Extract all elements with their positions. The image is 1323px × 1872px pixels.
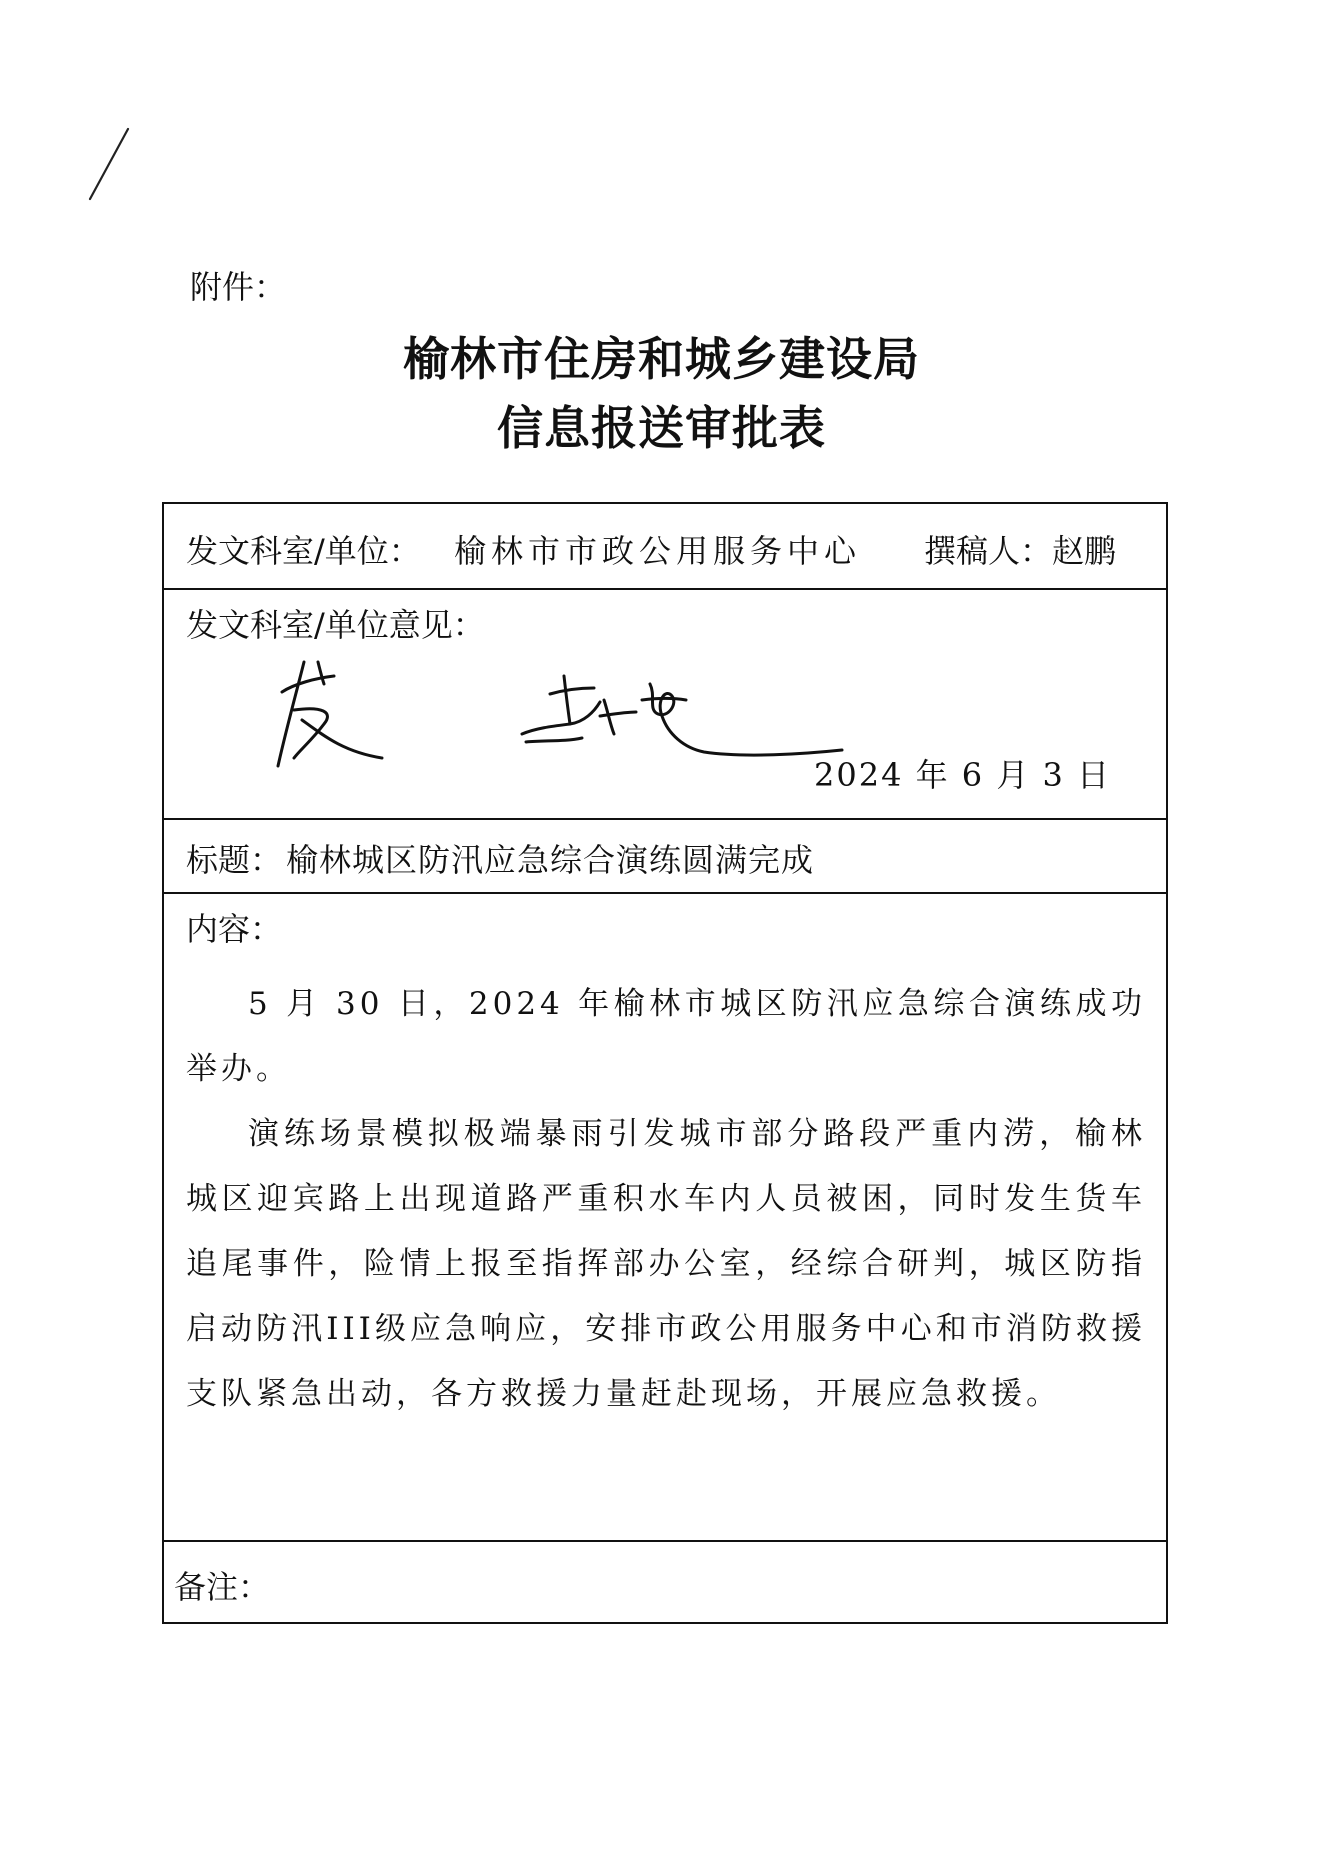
title-row [164, 820, 1166, 894]
attachment-label: 附件： [190, 268, 287, 306]
title-label: 标题： [186, 841, 283, 879]
approval-form [162, 502, 1168, 1624]
unit-row [164, 504, 1166, 590]
drafter-value: 赵鹏 [1052, 532, 1117, 570]
content-body [186, 972, 1146, 1427]
unit-label: 发文科室/单位： [186, 532, 421, 570]
title-value: 榆林城区防汛应急综合演练圆满完成 [286, 841, 815, 879]
opinion-date: 2024 年 6 月 3 日 [814, 756, 1112, 794]
drafter-field [924, 526, 1116, 572]
drafter-label: 撰稿人： [924, 532, 1053, 570]
content-paragraph: 5 月 30 日，2024 年榆林市城区防汛应急综合演练成功举办。 [186, 986, 1146, 1087]
content-label: 内容： [186, 910, 283, 948]
opinion-label: 发文科室/单位意见： [186, 606, 485, 644]
content-paragraph: 演练场景模拟极端暴雨引发城市部分路段严重内涝，榆林城区迎宾路上出现道路严重积水车内人员被困，同时发生货车追尾事件，险情上报至指挥部办公室，经综合研判，城区防指启动防汛III级应急响应，安排市政公用服务中心和市消防救援支队紧急出动，各方救援力量赶赴现场，开展应急救援。 [186, 1116, 1146, 1412]
opinion-row [164, 590, 1166, 820]
note-label: 备注： [174, 1568, 271, 1606]
content-row [164, 894, 1166, 1542]
unit-value: 榆林市市政公用服务中心 [454, 532, 862, 570]
handwritten-signature [264, 654, 844, 774]
note-row [164, 1542, 1166, 1622]
document-title: 榆林市住房和城乡建设局 [403, 332, 920, 386]
document-subtitle: 信息报送审批表 [497, 401, 826, 455]
pen-slash-mark [80, 125, 140, 205]
